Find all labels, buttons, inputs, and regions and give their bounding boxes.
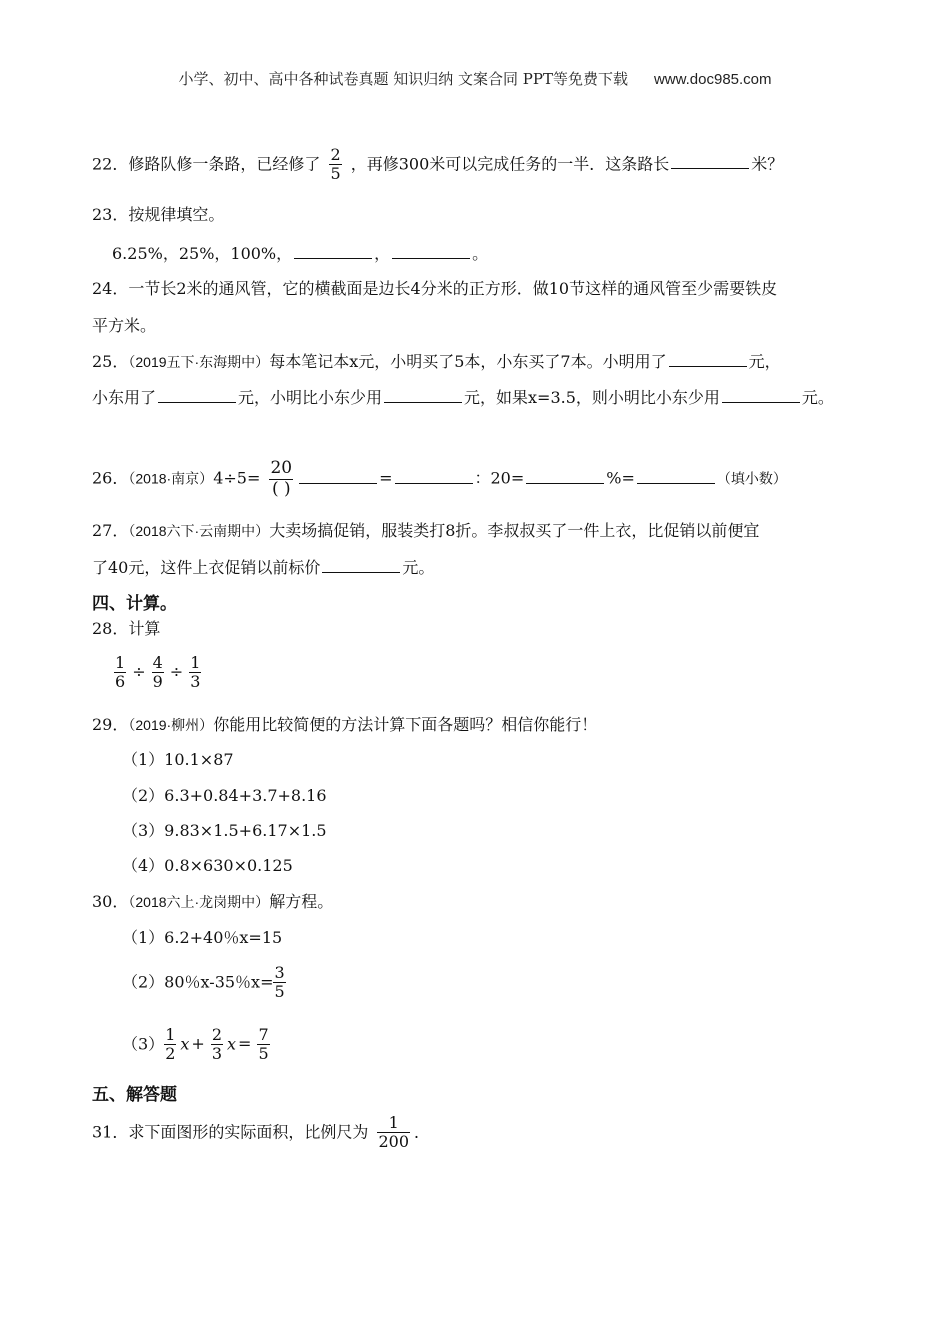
q23-answer-blank-2[interactable]: [392, 257, 470, 259]
q26-answer-blank-3[interactable]: [526, 482, 604, 484]
q29-item: （2）6.3+0.84+3.7+8.16: [122, 786, 327, 805]
q26-fraction: [269, 459, 293, 499]
q28-f3-numerator: 1: [190, 653, 201, 672]
q22-frac-numerator: 2: [330, 145, 341, 164]
q28-frac-2: [152, 654, 164, 692]
q29-item: （1）10.1×87: [122, 750, 234, 769]
q28-frac-1: [114, 654, 126, 692]
question-22: [92, 146, 783, 184]
q23-end: 。: [472, 244, 489, 263]
q25-text-b: 元，小明比小东少用: [238, 388, 383, 407]
q30-item3-c-denominator: 5: [258, 1044, 269, 1064]
q26-answer-blank-2[interactable]: [395, 482, 473, 484]
q22-frac-denominator: 5: [330, 164, 341, 184]
question-23-sequence: [112, 246, 488, 262]
q27-end: 元。: [402, 558, 435, 577]
q25-answer-blank-2[interactable]: [158, 401, 236, 403]
q26-frac-denominator: ( ): [271, 478, 291, 499]
q30-item3-frac-a: [164, 1026, 176, 1064]
q31-fraction: [377, 1114, 410, 1152]
q25-end: 元。: [801, 388, 834, 407]
q30-item2-denominator: 5: [274, 982, 285, 1002]
q22-suffix: ，再修300米可以完成任务的一半．这条路长: [350, 154, 670, 174]
q30-item3-prefix: （3）: [122, 1034, 165, 1054]
q30-text: 解方程。: [269, 892, 334, 911]
question-24-line1: 24．一节长2米的通风管，它的横截面是边长4分米的正方形．做10节这样的通风管至少需要铁皮: [92, 279, 778, 298]
q23-sequence: 6.25%，25%，100%，: [112, 244, 293, 263]
q25-answer-blank-1[interactable]: [669, 365, 747, 367]
q26-source: （2018·南京）: [128, 470, 214, 487]
q26-note: （填小数）: [716, 470, 787, 487]
q28-f2-numerator: 4: [152, 653, 163, 672]
q26-colon: ：20=: [474, 468, 525, 488]
q30-item-1: （1）6.2+40％x=15: [122, 928, 283, 947]
q30-item2-prefix: （2）80％x-35％x=: [122, 972, 274, 992]
q30-item3-c-numerator: 7: [258, 1025, 269, 1044]
header-site[interactable]: www.doc985.com: [653, 71, 772, 88]
q30-item3-a-numerator: 1: [165, 1025, 176, 1044]
question-25-line1: [92, 354, 781, 370]
q26-expr: 4÷5=: [213, 468, 261, 488]
q22-end: 米？: [751, 154, 784, 174]
q27-text-2: 了40元，这件上衣促销以前标价: [92, 558, 321, 577]
q25-text-a: 小东用了: [92, 388, 157, 407]
q30-item3-b-numerator: 2: [211, 1025, 222, 1044]
q22-answer-blank[interactable]: [671, 167, 749, 169]
q31-end: ．: [414, 1122, 431, 1142]
q31-prefix: 31．求下面图形的实际面积，比例尺为: [92, 1122, 369, 1142]
question-27-line1: [92, 523, 759, 539]
q23-answer-blank-1[interactable]: [294, 257, 372, 259]
q25-unit: 元，: [748, 352, 781, 371]
q28-op-1: ÷: [132, 662, 146, 682]
q25-answer-blank-4[interactable]: [722, 401, 800, 403]
q31-frac-numerator: 1: [377, 1114, 410, 1133]
q29-number: 29．: [92, 715, 129, 734]
question-30: [92, 894, 333, 910]
q28-f3-denominator: 3: [190, 672, 201, 692]
q30-source: （2018六上·龙岗期中）: [128, 894, 270, 910]
q30-item3-var: x: [227, 1034, 237, 1054]
page-header: [0, 68, 950, 89]
q26-answer-blank-1[interactable]: [299, 482, 377, 484]
q30-item-3: [122, 1026, 274, 1064]
header-text: 小学、初中、高中各种试卷真题 知识归纳 文案合同 PPT等免费下载: [178, 70, 628, 88]
question-28-expression: [110, 654, 205, 692]
q30-item3-a-denominator: 2: [165, 1044, 176, 1064]
q27-number: 27．: [92, 521, 129, 540]
q26-answer-blank-4[interactable]: [637, 482, 715, 484]
q25-text: 每本笔记本x元，小明买了5本，小东买了7本。小明用了: [269, 352, 667, 371]
q30-item3-frac-b: [211, 1026, 223, 1064]
q30-item3-plus: +: [191, 1034, 205, 1054]
q25-text-c: 元，如果x=3.5，则小明比小东少用: [464, 388, 720, 407]
question-26: [92, 459, 787, 499]
q25-answer-blank-3[interactable]: [384, 401, 462, 403]
q27-answer-blank[interactable]: [322, 571, 400, 573]
q30-item2-numerator: 3: [274, 963, 285, 982]
q22-prefix: 22．修路队修一条路，已经修了: [92, 154, 321, 174]
q26-frac-numerator: 20: [270, 458, 293, 478]
q29-item: （3）9.83×1.5+6.17×1.5: [122, 821, 327, 840]
question-27-line2: [92, 560, 434, 576]
q26-number: 26．: [92, 468, 129, 488]
question-23-title: 23．按规律填空。: [92, 205, 225, 224]
q28-frac-3: [189, 654, 201, 692]
q30-item3-frac-c: [257, 1026, 269, 1064]
question-29: [92, 717, 597, 733]
question-24-line2: 平方米。: [92, 316, 157, 335]
q26-percent: %=: [606, 468, 635, 488]
q29-item: （4）0.8×630×0.125: [122, 856, 293, 875]
q30-item3-eq: =: [238, 1034, 252, 1054]
q30-item3-var: x: [180, 1034, 190, 1054]
q28-op-2: ÷: [169, 662, 184, 682]
q30-item2-fraction: [273, 964, 285, 1002]
question-31: [92, 1114, 430, 1152]
q26-eq: =: [379, 468, 393, 488]
q28-f1-denominator: 6: [115, 672, 126, 692]
q28-f2-denominator: 9: [152, 672, 163, 692]
q25-source: （2019五下·东海期中）: [128, 354, 270, 370]
q27-source: （2018六下·云南期中）: [128, 523, 270, 539]
q30-item3-b-denominator: 3: [211, 1044, 222, 1064]
section-5-title: 五、解答题: [92, 1085, 177, 1105]
q25-number: 25．: [92, 352, 129, 371]
q23-sep: ，: [374, 244, 391, 263]
section-4-title: 四、计算。: [92, 594, 177, 614]
question-28-title: 28．计算: [92, 619, 161, 638]
question-25-line2: [92, 390, 834, 406]
q22-fraction: [329, 146, 341, 184]
q29-source: （2019·柳州）: [128, 717, 214, 733]
q30-item-2: [122, 964, 290, 1002]
q28-f1-numerator: 1: [115, 653, 126, 672]
q31-frac-denominator: 200: [378, 1132, 410, 1152]
q27-text: 大卖场搞促销，服装类打8折。李叔叔买了一件上衣，比促销以前便宜: [269, 521, 760, 540]
q29-text: 你能用比较简便的方法计算下面各题吗？相信你能行！: [213, 715, 598, 734]
q30-number: 30．: [92, 892, 129, 911]
